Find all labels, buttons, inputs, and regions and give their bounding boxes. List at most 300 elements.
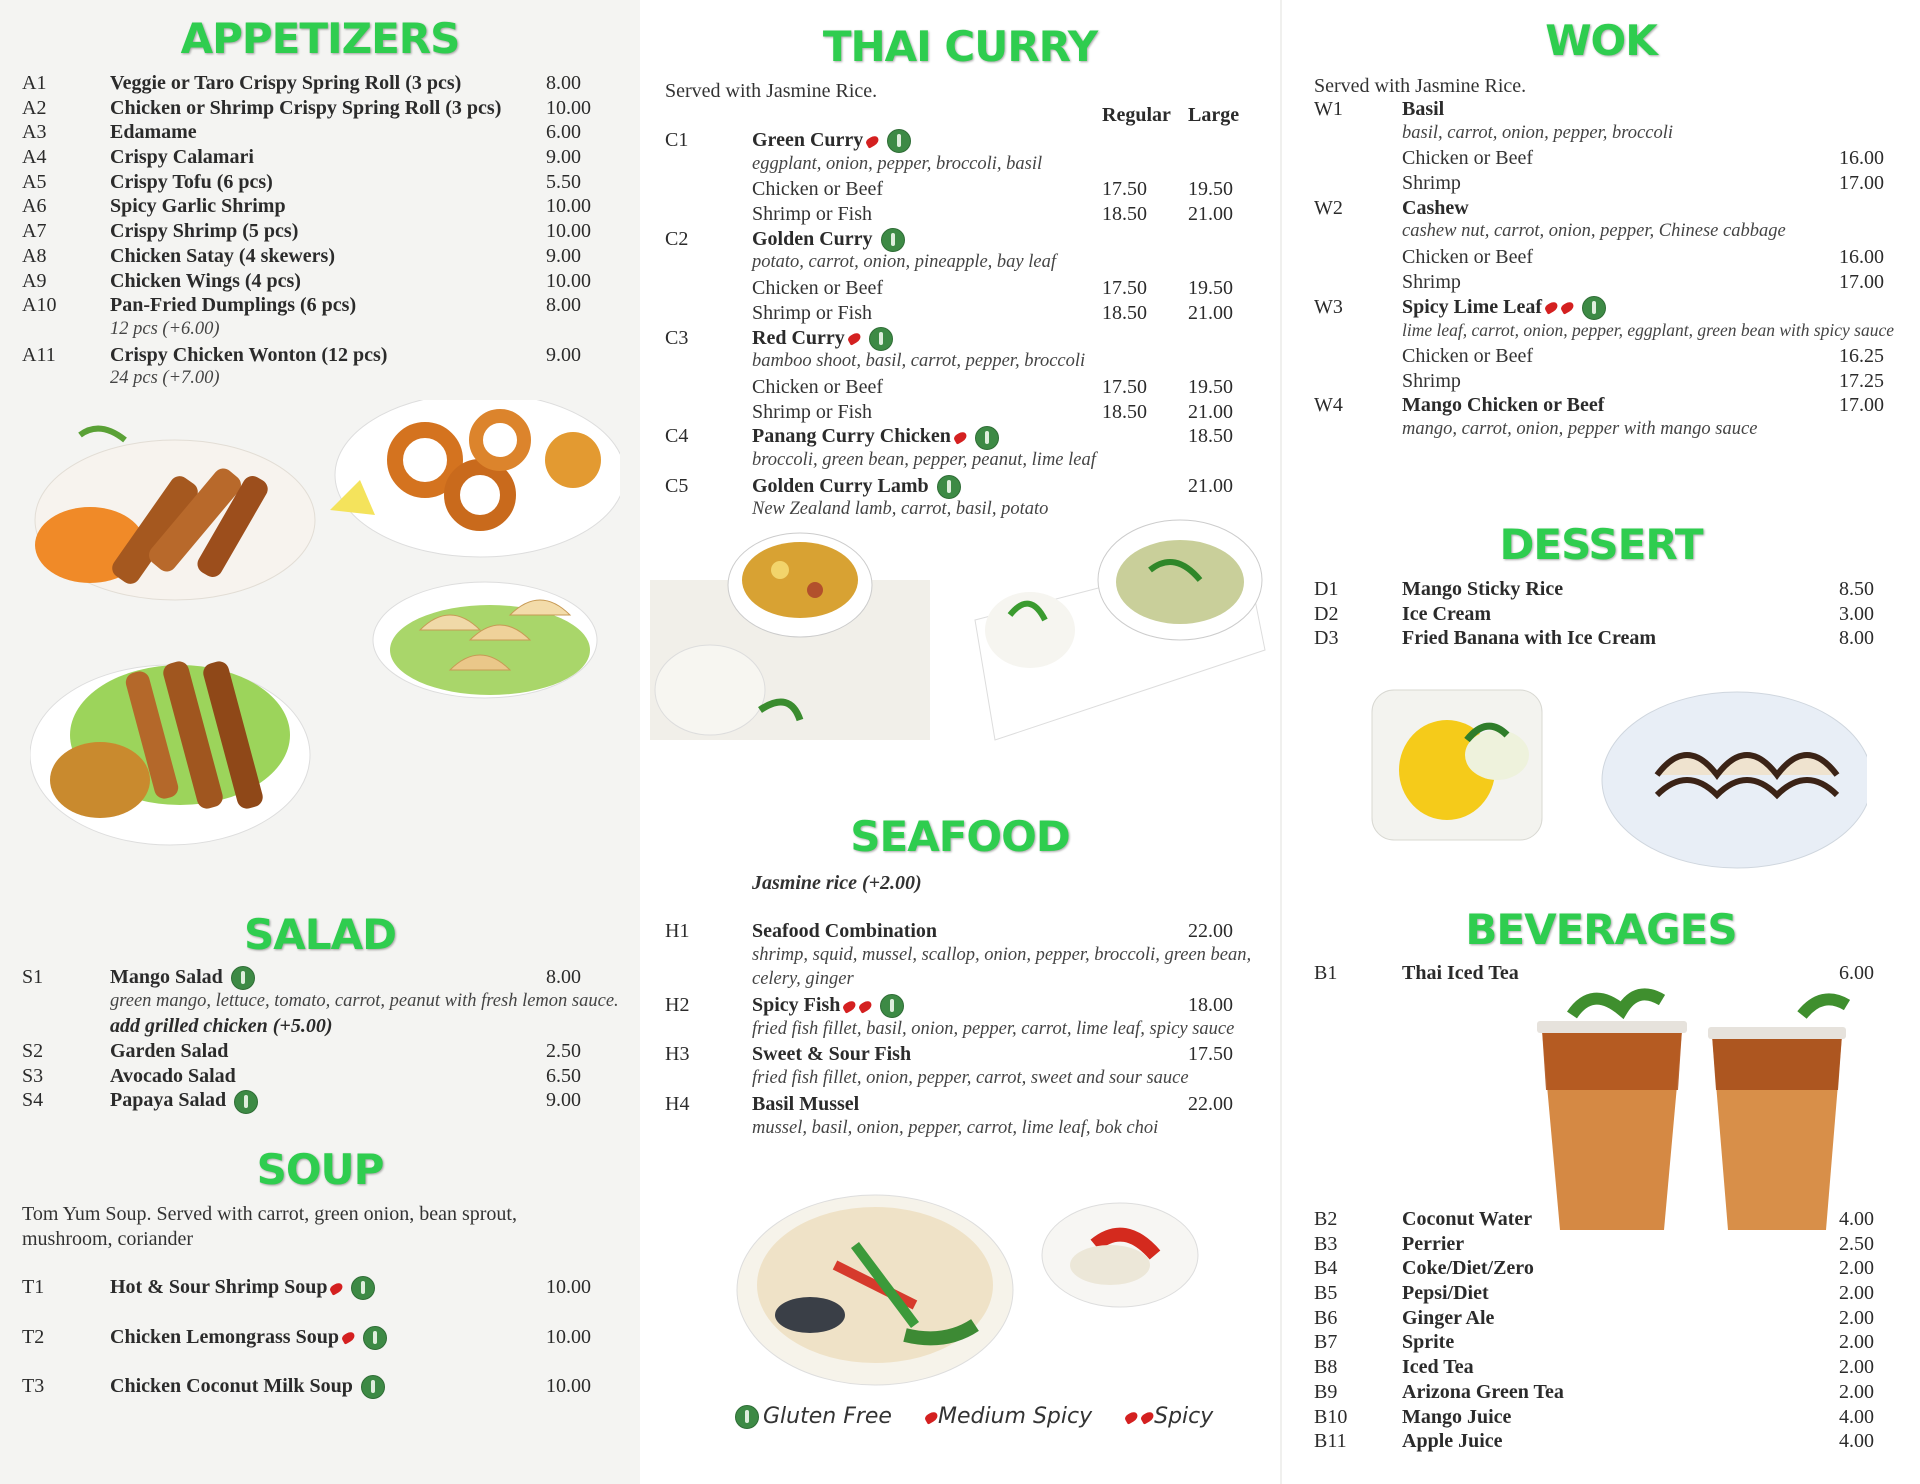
item-description-text: broccoli, green bean, pepper, peanut, lime leaf [752,449,1096,470]
chili-icon [1544,301,1560,315]
item-description-text: mango, carrot, onion, pepper with mango sauce [1402,418,1758,439]
item-price: 9.00 [546,146,581,169]
item-code: A8 [22,244,47,267]
variant-name: Shrimp [1402,270,1461,293]
item-description-text: lime leaf, carrot, onion, pepper, eggplant, green bean with spicy sauce [1402,320,1895,341]
legend-medium-spicy: Medium Spicy [937,1404,1093,1429]
item-description-text: shrimp, squid, mussel, scallop, onion, pepper, broccoli, green bean, [752,944,1252,965]
item-description-text: fried fish fillet, basil, onion, pepper, carrot, lime leaf, spicy sauce [752,1018,1235,1039]
item-description [640,154,1280,179]
item-description-text: potato, carrot, onion, pineapple, bay leaf [752,252,1057,273]
item-name: Iced Tea [1402,1356,1474,1379]
item-description [640,1068,1280,1093]
item-price: 6.50 [546,1064,581,1087]
item-code: T3 [22,1375,45,1397]
item-price: 10.00 [546,220,591,243]
item-name: Crispy Chicken Wonton (12 pcs) [110,343,388,366]
item-price: 8.00 [546,966,581,988]
item-price: 16.25 [1839,344,1884,367]
item-code: H3 [665,1043,690,1066]
item-name: Chicken Satay (4 skewers) [110,244,335,267]
item-description [1282,419,1920,444]
large-price: 19.50 [1188,375,1233,398]
menu-item [1282,1356,1920,1381]
item-variant [640,178,1280,203]
item-name: Basil Mussel [752,1092,860,1115]
item-name [752,425,999,449]
item-description [640,969,1280,994]
chili-icon [842,999,858,1013]
item-description-text: bamboo shoot, basil, carrot, pepper, broccoli [752,351,1086,372]
chili-icon [953,431,969,445]
menu-item [1282,1381,1920,1406]
item-code: S4 [22,1089,44,1112]
variant-name: Shrimp or Fish [752,400,873,423]
item-price: 6.00 [546,121,581,144]
item-description [1282,221,1920,246]
item-name-text: Spicy Fish [752,994,841,1017]
gluten-free-icon [881,228,905,252]
calamari-photo [330,400,620,557]
item-price: 17.00 [1839,270,1884,293]
wok-heading: WOK [1545,16,1657,65]
soup-heading: SOUP [256,1145,384,1194]
item-variant [1282,271,1920,296]
dessert-list [1282,578,1920,652]
menu-item [0,270,640,295]
item-price: 2.50 [1839,1232,1874,1255]
item-description-text: New Zealand lamb, carrot, basil, potato [752,499,1049,520]
item-code: S3 [22,1064,44,1087]
item-code: B5 [1314,1282,1338,1305]
item-code: B8 [1314,1356,1338,1379]
menu-item [1282,1233,1920,1258]
item-name: Fried Banana with Ice Cream [1402,627,1657,650]
variant-name: Shrimp [1402,172,1461,195]
menu-item [1282,394,1920,419]
item-description [640,1019,1280,1044]
curry-note: Served with Jasmine Rice. [665,80,878,102]
legend [735,1404,1213,1429]
menu-item [0,171,640,196]
item-name [752,228,905,252]
item-option [0,319,640,344]
gluten-free-icon [231,966,255,990]
middle-panel [640,0,1280,1484]
item-code: W1 [1314,98,1343,120]
item-price: 2.00 [1839,1306,1874,1329]
item-code: S2 [22,1040,44,1063]
item-code: A10 [22,294,57,317]
item-name: Veggie or Taro Crispy Spring Roll (3 pcs) [110,72,462,94]
menu-item [1282,1208,1920,1233]
menu-item [1282,627,1920,652]
item-price: 4.00 [1839,1405,1874,1428]
regular-price: 17.50 [1102,375,1147,398]
item-name: Garden Salad [110,1040,229,1063]
variant-name: Shrimp [1402,369,1461,392]
item-name-text: Red Curry [752,326,845,349]
item-code: C5 [665,474,689,497]
item-name: Coconut Water [1402,1208,1533,1230]
item-code: B11 [1314,1430,1347,1453]
menu-item [0,1040,640,1065]
menu-item [1282,1331,1920,1356]
item-code: A5 [22,170,47,193]
item-description-text: green mango, lettuce, tomato, carrot, peanut with fresh lemon sauce. [110,990,619,1011]
menu-item [0,966,640,991]
large-price: 19.50 [1188,277,1233,300]
item-name-text: Mango Salad [110,966,223,988]
menu-item [640,994,1280,1019]
item-code: B2 [1314,1208,1338,1230]
item-name [110,1375,385,1399]
menu-item [1282,962,1920,987]
gluten-free-icon [735,1405,759,1429]
item-description-text: celery, ginger [752,969,854,990]
regular-price: 17.50 [1102,178,1147,201]
regular-price: 17.50 [1102,277,1147,300]
beverages-featured [1282,962,1920,987]
chili-icon [1560,301,1576,315]
gluten-free-icon [361,1375,385,1399]
item-name: Mango Chicken or Beef [1402,394,1605,417]
item-description [0,991,640,1016]
item-name: Sprite [1402,1331,1455,1354]
item-price: 22.00 [1188,1092,1233,1115]
item-code: B10 [1314,1405,1348,1428]
gluten-free-icon [975,426,999,450]
item-name: Mango Sticky Rice [1402,578,1564,600]
dumplings-photo [373,582,597,698]
item-description [1282,123,1920,148]
item-variant [640,277,1280,302]
menu-item [0,1326,640,1376]
item-code: W2 [1314,196,1343,219]
seafood-list [640,920,1280,1142]
item-price: 10.00 [546,269,591,292]
menu-item [640,1093,1280,1118]
item-name [752,327,893,351]
item-name: Pan-Fried Dumplings (6 pcs) [110,294,357,317]
golden-curry-photo [650,533,930,740]
menu-item [0,344,640,369]
item-name [110,966,255,990]
chili-icon [341,1331,357,1345]
item-price: 2.00 [1839,1380,1874,1403]
item-price: 2.50 [546,1040,581,1063]
item-code: W4 [1314,394,1343,417]
wok-note: Served with Jasmine Rice. [1314,75,1527,97]
item-price: 2.00 [1839,1282,1874,1305]
item-price: 17.50 [1188,1043,1233,1066]
menu-item [0,121,640,146]
item-code: B9 [1314,1380,1338,1403]
item-option-text: 12 pcs (+6.00) [110,318,220,339]
gluten-free-icon [937,475,961,499]
item-name [1402,296,1606,320]
item-price: 16.00 [1839,246,1884,269]
menu-item [640,475,1280,500]
large-column-header: Large [1188,104,1240,126]
item-price: 9.00 [546,244,581,267]
item-name: Crispy Tofu (6 pcs) [110,170,273,193]
variant-name: Chicken or Beef [1402,147,1534,170]
chili-icon [858,999,874,1013]
item-code: W3 [1314,295,1343,318]
menu-item [0,1089,640,1114]
item-description [640,945,1280,970]
item-addon [0,1015,640,1040]
item-price: 10.00 [546,1325,591,1348]
menu-item [640,425,1280,450]
item-variant [1282,172,1920,197]
menu-item [1282,1307,1920,1332]
item-name-text: Spicy Lime Leaf [1402,295,1542,318]
spring-roll-photo [35,429,315,600]
appetizers-heading: APPETIZERS [180,14,460,63]
chili-icon [924,1410,940,1424]
menu-item [0,245,640,270]
item-name: Edamame [110,121,197,144]
chili-icon [846,332,862,346]
item-description-text: basil, carrot, onion, pepper, broccoli [1402,122,1673,143]
item-code: C1 [665,129,689,151]
menu-item [0,294,640,319]
large-price: 19.50 [1188,178,1233,201]
menu-item [0,97,640,122]
item-description [1282,320,1920,345]
item-name: Cashew [1402,196,1469,219]
item-name: Thai Iced Tea [1402,962,1519,984]
item-name: Ginger Ale [1402,1306,1495,1329]
item-variant [1282,345,1920,370]
chili-icon [329,1281,345,1295]
item-code: A11 [22,343,56,366]
variant-name: Shrimp or Fish [752,203,873,226]
item-code: A1 [22,72,47,94]
gluten-free-icon [869,327,893,351]
curry-list [640,129,1280,524]
large-price: 21.00 [1188,474,1233,497]
large-price: 18.50 [1188,425,1233,448]
salad-heading: SALAD [244,910,396,959]
item-name: Chicken or Shrimp Crispy Spring Roll (3 pcs) [110,96,502,119]
item-price: 10.00 [546,96,591,119]
variant-name: Chicken or Beef [752,375,884,398]
satay-photo [30,659,310,845]
soup-note: Tom Yum Soup. Served with carrot, green onion, bean sprout, mushroom, coriander [22,1203,517,1250]
item-code: B6 [1314,1306,1338,1329]
variant-name: Chicken or Beef [752,277,884,300]
large-price: 21.00 [1188,301,1233,324]
item-variant [1282,147,1920,172]
item-code: D2 [1314,602,1339,625]
item-name-text: Hot & Sour Shrimp Soup [110,1276,328,1298]
item-variant [640,302,1280,327]
variant-name: Chicken or Beef [1402,344,1534,367]
item-description-text: mussel, basil, onion, pepper, carrot, lime leaf, bok choi [752,1117,1159,1138]
appetizers-list [0,72,640,393]
item-price: 8.50 [1839,578,1874,600]
appetizer-photos [30,400,620,850]
menu-item [1282,1257,1920,1282]
chili-icon [865,134,881,148]
item-name [752,129,911,153]
regular-column-header: Regular [1102,104,1171,126]
salad-list [0,966,640,1114]
item-price: 2.00 [1839,1356,1874,1379]
menu-item [1282,296,1920,321]
item-code: H1 [665,920,690,942]
item-code: C3 [665,326,689,349]
item-price: 9.00 [546,343,581,366]
gluten-free-icon [363,1326,387,1350]
item-name: Chicken Wings (4 pcs) [110,269,301,292]
menu-item [1282,197,1920,222]
item-code: C2 [665,227,689,250]
item-code: D1 [1314,578,1339,600]
item-price: 16.00 [1839,147,1884,170]
item-name-text: Golden Curry Lamb [752,474,929,497]
gluten-free-icon [1582,296,1606,320]
item-description-text: cashew nut, carrot, onion, pepper, Chinese cabbage [1402,221,1786,242]
item-code: H4 [665,1092,690,1115]
item-code: A3 [22,121,47,144]
item-code: T2 [22,1325,45,1348]
seafood-heading: SEAFOOD [850,812,1070,861]
item-name: Pepsi/Diet [1402,1282,1489,1305]
item-code: B7 [1314,1331,1338,1354]
item-variant [1282,370,1920,395]
curry-photos [650,510,1270,750]
menu-item [0,1065,640,1090]
beverages-heading: BEVERAGES [1465,905,1737,954]
item-name: Coke/Diet/Zero [1402,1257,1534,1280]
item-name [752,994,904,1018]
menu-item [640,920,1280,945]
item-name-text: Papaya Salad [110,1089,227,1112]
variant-name: Shrimp or Fish [752,301,873,324]
green-curry-photo [975,520,1265,740]
item-price: 8.00 [1839,627,1874,650]
item-code: B4 [1314,1257,1338,1280]
item-name: Spicy Garlic Shrimp [110,195,286,218]
item-addon-text: add grilled chicken (+5.00) [110,1015,333,1038]
gluten-free-icon [887,129,911,153]
left-panel [0,0,640,1484]
item-variant [640,203,1280,228]
gluten-free-icon [351,1276,375,1300]
item-name: Seafood Combination [752,920,938,942]
large-price: 21.00 [1188,400,1233,423]
right-panel [1280,0,1920,1484]
soup-list [0,1276,640,1425]
item-name [110,1326,387,1350]
item-variant [1282,246,1920,271]
gluten-free-icon [880,994,904,1018]
item-name: Ice Cream [1402,602,1492,625]
item-name: Perrier [1402,1232,1465,1255]
menu-item [640,228,1280,253]
item-price: 8.00 [546,72,581,94]
menu-item [1282,1406,1920,1431]
item-name: Mango Juice [1402,1405,1512,1428]
item-code: A2 [22,96,47,119]
item-price: 5.50 [546,170,581,193]
item-name [752,475,961,499]
item-description-text: eggplant, onion, pepper, broccoli, basil [752,153,1043,174]
item-price: 4.00 [1839,1430,1874,1453]
item-code: A7 [22,220,47,243]
item-price: 17.00 [1839,394,1884,417]
item-name: Apple Juice [1402,1430,1503,1453]
item-price: 10.00 [546,1276,591,1298]
menu-item [1282,1282,1920,1307]
item-price: 8.00 [546,294,581,317]
item-name: Crispy Shrimp (5 pcs) [110,220,299,243]
item-name [110,1276,375,1300]
item-code: A6 [22,195,47,218]
item-code: T1 [22,1276,45,1298]
item-code: H2 [665,994,690,1017]
item-code: S1 [22,966,44,988]
menu-item [0,195,640,220]
item-description [640,1118,1280,1143]
item-name [110,1089,258,1113]
item-name: Sweet & Sour Fish [752,1043,912,1066]
beverages-list [1282,1208,1920,1455]
item-name-text: Golden Curry [752,227,873,250]
item-code: C4 [665,425,689,448]
item-name: Basil [1402,98,1445,120]
chili-icon [1124,1410,1140,1424]
menu-item [1282,578,1920,603]
item-code: A9 [22,269,47,292]
variant-name: Chicken or Beef [1402,246,1534,269]
item-code: A4 [22,146,47,169]
item-price: 6.00 [1839,962,1874,984]
wok-list [1282,98,1920,444]
item-name-text: Chicken Coconut Milk Soup [110,1375,353,1397]
menu-item [0,220,640,245]
item-price: 22.00 [1188,920,1233,942]
legend-gluten-free: Gluten Free [763,1404,892,1429]
legend-spicy: Spicy [1154,1404,1214,1429]
item-description [640,252,1280,277]
gluten-free-icon [234,1090,258,1114]
seafood-photo [735,1185,1205,1390]
seafood-note: Jasmine rice (+2.00) [752,872,922,894]
item-description-text: fried fish fillet, onion, pepper, carrot, sweet and sour sauce [752,1068,1189,1089]
regular-price: 18.50 [1102,203,1147,226]
regular-price: 18.50 [1102,301,1147,324]
dessert-heading: DESSERT [1499,520,1703,569]
menu-item [1282,1430,1920,1455]
curry-heading: THAI CURRY [822,22,1098,71]
item-description [640,351,1280,376]
menu-item [0,146,640,171]
item-code: B3 [1314,1232,1338,1255]
item-variant [640,376,1280,401]
item-price: 9.00 [546,1089,581,1112]
item-price: 10.00 [546,195,591,218]
item-option [0,368,640,393]
menu-item [640,129,1280,154]
item-price: 2.00 [1839,1257,1874,1280]
fried-banana-photo [1602,692,1867,868]
item-price: 18.00 [1188,994,1233,1017]
